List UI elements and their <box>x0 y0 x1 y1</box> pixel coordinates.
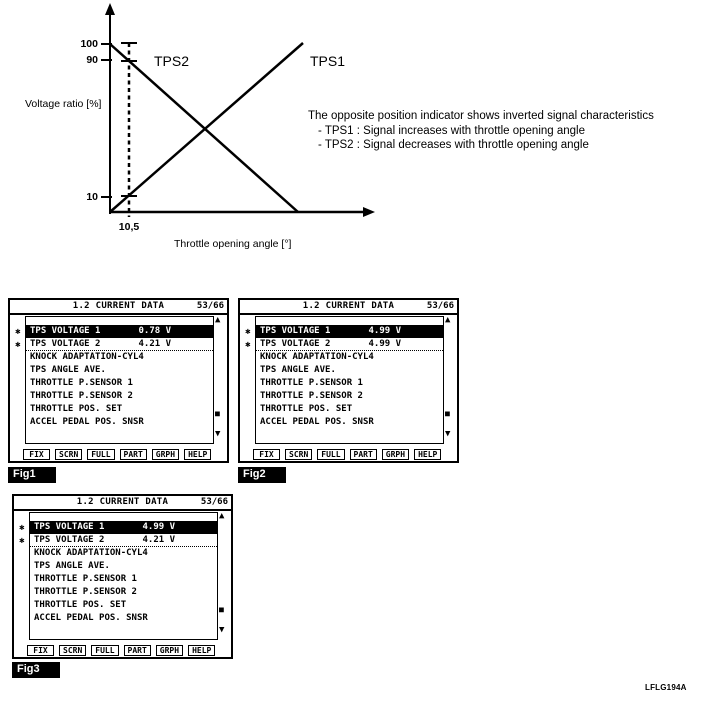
list-item[interactable] <box>26 364 213 377</box>
tps-voltage-2-value: 4.99 V <box>368 339 401 349</box>
screen-titlebar <box>10 300 227 315</box>
softkey-help[interactable]: HELP <box>414 449 441 460</box>
item-counter: 53/66 <box>426 301 454 311</box>
softkey-grph[interactable]: GRPH <box>382 449 409 460</box>
y-tick-10: 10 <box>86 191 98 203</box>
fixed-item-mark-icon: ✱ <box>245 340 251 350</box>
row-label: TPS ANGLE AVE. <box>260 365 336 375</box>
softkey-fix[interactable]: FIX <box>23 449 50 460</box>
row-tps-voltage-2[interactable] <box>256 338 443 351</box>
row-label: TPS VOLTAGE 2 <box>34 535 105 545</box>
softkey-scrn[interactable]: SCRN <box>285 449 312 460</box>
row-label: THROTTLE P.SENSOR 2 <box>260 391 363 401</box>
list-item[interactable] <box>30 586 217 599</box>
chart-note-line-tps2: - TPS2 : Signal decreases with throttle opening angle <box>318 139 589 151</box>
softkey-grph[interactable]: GRPH <box>156 645 183 656</box>
row-label: KNOCK ADAPTATION-CYL4 <box>260 352 374 362</box>
screen-body <box>14 511 231 645</box>
series-label-tps1: TPS1 <box>310 53 346 69</box>
row-label: ACCEL PEDAL POS. SNSR <box>34 613 148 623</box>
y-axis-label: Voltage ratio [%] <box>25 98 102 110</box>
screen-body <box>10 315 227 449</box>
row-label: TPS VOLTAGE 1 <box>30 326 101 336</box>
row-label: THROTTLE POS. SET <box>34 600 127 610</box>
chart-note-line-tps1: - TPS1 : Signal increases with throttle opening angle <box>318 124 585 137</box>
row-label: THROTTLE P.SENSOR 1 <box>260 378 363 388</box>
softkey-part[interactable]: PART <box>124 645 151 656</box>
scroll-thumb-icon[interactable]: ■ <box>445 409 450 418</box>
screen-title: 1.2 CURRENT DATA <box>302 301 395 311</box>
y-tick-90: 90 <box>86 54 98 66</box>
list-item[interactable] <box>26 377 213 390</box>
tps-voltage-2-value: 4.21 V <box>138 339 171 349</box>
list-item[interactable] <box>30 573 217 586</box>
list-item[interactable] <box>30 599 217 612</box>
list-item[interactable] <box>30 612 217 625</box>
item-counter: 53/66 <box>196 301 224 311</box>
list-item[interactable] <box>256 416 443 429</box>
softkey-bar <box>14 645 231 657</box>
fixed-item-mark-icon: ✱ <box>15 327 21 337</box>
softkey-bar <box>10 449 227 461</box>
fixed-item-mark-icon: ✱ <box>19 536 25 546</box>
softkey-full[interactable]: FULL <box>317 449 344 460</box>
scroll-up-icon[interactable]: ▲ <box>219 511 225 521</box>
list-item[interactable] <box>26 403 213 416</box>
softkey-full[interactable]: FULL <box>87 449 114 460</box>
tps-voltage-1-value: 4.99 V <box>142 522 175 532</box>
scan-screen-fig2 <box>238 298 459 463</box>
row-label: THROTTLE POS. SET <box>260 404 353 414</box>
scroll-down-icon[interactable]: ▼ <box>219 625 225 635</box>
list-item[interactable] <box>256 377 443 390</box>
current-data-list <box>255 316 444 444</box>
row-label: TPS VOLTAGE 1 <box>260 326 331 336</box>
fixed-item-mark-icon: ✱ <box>245 327 251 337</box>
row-tps-voltage-2[interactable] <box>30 534 217 547</box>
figure-label-fig1: Fig1 <box>8 467 56 483</box>
tps-voltage-2-value: 4.21 V <box>142 535 175 545</box>
row-label: THROTTLE P.SENSOR 1 <box>34 574 137 584</box>
screen-title: 1.2 CURRENT DATA <box>76 497 169 507</box>
row-label: TPS VOLTAGE 2 <box>260 339 331 349</box>
scroll-thumb-icon[interactable]: ■ <box>215 409 220 418</box>
scroll-thumb-icon[interactable]: ■ <box>219 605 224 614</box>
figure-label-fig3: Fig3 <box>12 662 60 678</box>
softkey-scrn[interactable]: SCRN <box>55 449 82 460</box>
list-item[interactable] <box>30 560 217 573</box>
current-data-list <box>25 316 214 444</box>
softkey-scrn[interactable]: SCRN <box>59 645 86 656</box>
row-tps-voltage-1[interactable] <box>26 325 213 338</box>
row-label: KNOCK ADAPTATION-CYL4 <box>34 548 148 558</box>
list-item[interactable] <box>256 390 443 403</box>
list-item[interactable] <box>256 403 443 416</box>
x-tick-10-5: 10,5 <box>118 221 140 233</box>
row-label: ACCEL PEDAL POS. SNSR <box>30 417 144 427</box>
row-label: TPS VOLTAGE 1 <box>34 522 105 532</box>
chart-note <box>308 109 654 153</box>
screen-titlebar <box>14 496 231 511</box>
screen-titlebar <box>240 300 457 315</box>
current-data-list <box>29 512 218 640</box>
scroll-down-icon[interactable]: ▼ <box>445 429 451 439</box>
row-label: THROTTLE P.SENSOR 2 <box>30 391 133 401</box>
softkey-help[interactable]: HELP <box>184 449 211 460</box>
item-counter: 53/66 <box>200 497 228 507</box>
softkey-fix[interactable]: FIX <box>27 645 54 656</box>
row-label: TPS ANGLE AVE. <box>30 365 106 375</box>
screen-body <box>240 315 457 449</box>
list-item[interactable] <box>256 364 443 377</box>
row-label: THROTTLE P.SENSOR 1 <box>30 378 133 388</box>
scan-screen-fig1 <box>8 298 229 463</box>
tps-voltage-1-value: 4.99 V <box>368 326 401 336</box>
list-item[interactable] <box>26 351 213 364</box>
screen-title: 1.2 CURRENT DATA <box>72 301 165 311</box>
fixed-item-mark-icon: ✱ <box>15 340 21 350</box>
softkey-part[interactable]: PART <box>120 449 147 460</box>
softkey-part[interactable]: PART <box>350 449 377 460</box>
scroll-down-icon[interactable]: ▼ <box>215 429 221 439</box>
chart-note-title: The opposite position indicator shows inverted signal characteristics <box>308 110 654 122</box>
softkey-fix[interactable]: FIX <box>253 449 280 460</box>
scan-screen-fig3 <box>12 494 233 659</box>
y-tick-100: 100 <box>80 38 98 50</box>
tps-voltage-1-value: 0.78 V <box>138 326 171 336</box>
row-tps-voltage-1[interactable] <box>256 325 443 338</box>
scroll-up-icon[interactable]: ▲ <box>215 315 221 325</box>
list-item[interactable] <box>26 390 213 403</box>
series-label-tps2: TPS2 <box>154 53 190 69</box>
fixed-item-mark-icon: ✱ <box>19 523 25 533</box>
row-label: THROTTLE P.SENSOR 2 <box>34 587 137 597</box>
row-label: THROTTLE POS. SET <box>30 404 123 414</box>
list-item[interactable] <box>256 351 443 364</box>
softkey-full[interactable]: FULL <box>91 645 118 656</box>
list-item[interactable] <box>26 416 213 429</box>
row-label: ACCEL PEDAL POS. SNSR <box>260 417 374 427</box>
row-label: TPS ANGLE AVE. <box>34 561 110 571</box>
row-tps-voltage-1[interactable] <box>30 521 217 534</box>
document-code: LFLG194A <box>645 683 687 692</box>
softkey-bar <box>240 449 457 461</box>
scroll-up-icon[interactable]: ▲ <box>445 315 451 325</box>
softkey-help[interactable]: HELP <box>188 645 215 656</box>
figure-label-fig2: Fig2 <box>238 467 286 483</box>
x-axis-label: Throttle opening angle [°] <box>174 238 292 250</box>
softkey-grph[interactable]: GRPH <box>152 449 179 460</box>
row-tps-voltage-2[interactable] <box>26 338 213 351</box>
list-item[interactable] <box>30 547 217 560</box>
row-label: KNOCK ADAPTATION-CYL4 <box>30 352 144 362</box>
row-label: TPS VOLTAGE 2 <box>30 339 101 349</box>
